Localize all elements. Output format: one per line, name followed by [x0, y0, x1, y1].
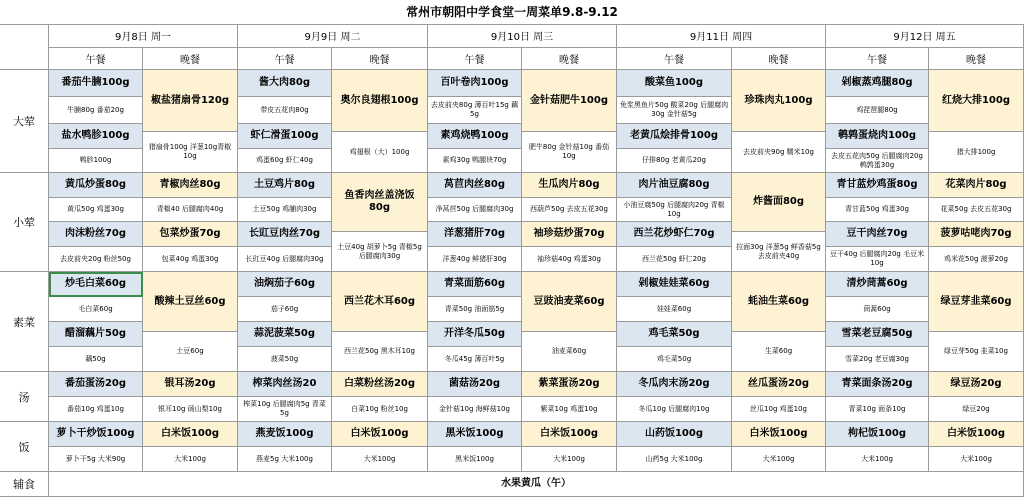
dish-name[interactable]: 菌菇汤20g	[428, 372, 522, 397]
dish-name[interactable]: 洋葱猪肝70g	[428, 222, 522, 247]
dish-ingredients: 绿豆芽50g 韭菜10g	[929, 332, 1024, 372]
dish-ingredients: 大米100g	[332, 447, 428, 472]
dinner-header: 晚餐	[929, 48, 1024, 70]
dish-ingredients: 带皮五花肉80g	[238, 97, 332, 124]
dish-ingredients: 生菜60g	[732, 332, 826, 372]
dish-ingredients: 燕麦5g 大米100g	[238, 447, 332, 472]
dish-ingredients: 藕50g	[49, 347, 143, 372]
category-label: 大荤	[0, 70, 49, 173]
dish-name[interactable]: 豆干肉丝70g	[826, 222, 929, 247]
dish-name[interactable]: 剁椒娃娃菜60g	[617, 272, 732, 297]
dish-ingredients: 鸡米花50g 菠萝20g	[929, 247, 1024, 272]
day-header-2: 9月9日 周二	[238, 24, 428, 48]
dish-name[interactable]: 白米饭100g	[143, 422, 238, 447]
dish-ingredients: 牛腩80g 番茄20g	[49, 97, 143, 124]
dish-ingredients: 土豆50g 鸡脯肉30g	[238, 198, 332, 222]
dish-name[interactable]: 白米饭100g	[929, 422, 1024, 447]
dish-name[interactable]: 炸酱面80g	[732, 173, 826, 232]
dish-name[interactable]: 油焖茄子60g	[238, 272, 332, 297]
dish-name[interactable]: 金针菇肥牛100g	[522, 70, 617, 132]
dish-name[interactable]: 鹌鹑蛋烧肉100g	[826, 124, 929, 149]
dish-ingredients: 去皮前夹90g 糯米10g	[732, 132, 826, 173]
dish-ingredients: 净莴苣50g 后腿腐肉30g	[428, 198, 522, 222]
dish-ingredients: 小油豆腐50g 后腿腐肉20g 青椒10g	[617, 198, 732, 222]
lunch-header: 午餐	[49, 48, 143, 70]
dish-name[interactable]: 土豆鸡片80g	[238, 173, 332, 198]
dish-name[interactable]: 包菜炒蛋70g	[143, 222, 238, 247]
dish-ingredients: 去皮前夹20g 粉丝50g	[49, 247, 143, 272]
dish-ingredients: 大米100g	[732, 447, 826, 472]
dish-ingredients: 鸭胗100g	[49, 149, 143, 173]
dish-name[interactable]: 炒毛白菜60g	[49, 272, 143, 297]
lunch-header: 午餐	[428, 48, 522, 70]
dish-ingredients: 洋葱40g 鲜猪肝30g	[428, 247, 522, 272]
day-header-3: 9月10日 周三	[428, 24, 617, 48]
dish-ingredients: 猪扇骨100g 洋葱10g青椒10g	[143, 132, 238, 173]
dish-name[interactable]: 萝卜干炒饭100g	[49, 422, 143, 447]
category-label: 小荤	[0, 173, 49, 272]
dish-ingredients: 西兰花50g 黑木耳10g	[332, 332, 428, 372]
dinner-header: 晚餐	[332, 48, 428, 70]
dish-name[interactable]: 盐水鸭胗100g	[49, 124, 143, 149]
dish-name[interactable]: 白菜粉丝汤20g	[332, 372, 428, 397]
dish-name[interactable]: 肉沫粉丝70g	[49, 222, 143, 247]
dish-name[interactable]: 菠萝咕咾肉70g	[929, 222, 1024, 247]
dish-ingredients: 土豆60g	[143, 332, 238, 372]
dish-name[interactable]: 豆豉油麦菜60g	[522, 272, 617, 332]
dish-ingredients: 毛白菜60g	[49, 297, 143, 322]
dish-ingredients: 油麦菜60g	[522, 332, 617, 372]
dish-name[interactable]: 素鸡烧鸭100g	[428, 124, 522, 149]
dish-ingredients: 西葫芦50g 去皮五花30g	[522, 198, 617, 222]
dinner-header: 晚餐	[732, 48, 826, 70]
lunch-header: 午餐	[617, 48, 732, 70]
dish-ingredients: 去皮五花肉50g 后腿腐肉20g 鹌鹑蛋30g	[826, 149, 929, 173]
dish-name[interactable]: 青菜面筋60g	[428, 272, 522, 297]
dish-name[interactable]: 鱼香肉丝盖浇饭80g	[332, 173, 428, 232]
dish-name[interactable]: 醋溜藕片50g	[49, 322, 143, 347]
dinner-header: 晚餐	[143, 48, 238, 70]
category-label: 汤	[0, 372, 49, 422]
dish-name[interactable]: 生瓜肉片80g	[522, 173, 617, 198]
day-header-1: 9月8日 周一	[49, 24, 238, 48]
dish-name[interactable]: 紫菜蛋汤20g	[522, 372, 617, 397]
dish-ingredients: 仔排80g 老黄瓜20g	[617, 149, 732, 173]
dish-ingredients: 青菜50g 油面筋5g	[428, 297, 522, 322]
dish-ingredients: 青甘蓝50g 鸡蛋30g	[826, 198, 929, 222]
dish-ingredients: 黑米饭100g	[428, 447, 522, 472]
dish-name[interactable]: 长豇豆肉丝70g	[238, 222, 332, 247]
dish-ingredients: 冬瓜45g 薄百叶5g	[428, 347, 522, 372]
dish-ingredients: 青椒40 后腿腐肉40g	[143, 198, 238, 222]
dish-ingredients: 丝瓜10g 鸡蛋10g	[732, 397, 826, 422]
dinner-header: 晚餐	[522, 48, 617, 70]
dish-name[interactable]: 山药饭100g	[617, 422, 732, 447]
dish-name[interactable]: 袖珍菇炒蛋70g	[522, 222, 617, 247]
dish-ingredients: 菠菜50g	[238, 347, 332, 372]
dish-name[interactable]: 白米饭100g	[332, 422, 428, 447]
dish-name[interactable]: 青菜面条汤20g	[826, 372, 929, 397]
dish-name[interactable]: 花菜肉片80g	[929, 173, 1024, 198]
dish-ingredients: 绿豆20g	[929, 397, 1024, 422]
dish-ingredients: 鸡琵琶腿80g	[826, 97, 929, 124]
dish-name[interactable]: 白米饭100g	[522, 422, 617, 447]
dish-name[interactable]: 蚝油生菜60g	[732, 272, 826, 332]
dish-name[interactable]: 绿豆汤20g	[929, 372, 1024, 397]
dish-name[interactable]: 西兰花炒虾仁70g	[617, 222, 732, 247]
dish-ingredients: 鸡翅根（大）100g	[332, 132, 428, 173]
dish-name[interactable]: 椒盐猪扇骨120g	[143, 70, 238, 132]
dish-ingredients: 金针菇10g 海鲜菇10g	[428, 397, 522, 422]
dish-ingredients: 免浆黑鱼片50g 酸菜20g 后腿腐肉30g 金针菇5g	[617, 97, 732, 124]
dish-ingredients: 袖珍菇40g 鸡蛋30g	[522, 247, 617, 272]
dish-name[interactable]: 莴苣肉丝80g	[428, 173, 522, 198]
dish-ingredients: 萝卜干5g 大米90g	[49, 447, 143, 472]
dish-ingredients: 鸡毛菜50g	[617, 347, 732, 372]
dish-ingredients: 肥牛80g 金针菇10g 番茄10g	[522, 132, 617, 173]
dish-ingredients: 紫菜10g 鸡蛋10g	[522, 397, 617, 422]
corner-cell	[0, 24, 49, 70]
dish-ingredients: 鸡蛋60g 虾仁40g	[238, 149, 332, 173]
dish-name[interactable]: 酸辣土豆丝60g	[143, 272, 238, 332]
dish-ingredients: 大米100g	[143, 447, 238, 472]
day-header-5: 9月12日 周五	[826, 24, 1024, 48]
dish-name[interactable]: 清炒茼蒿60g	[826, 272, 929, 297]
dish-ingredients: 番茄10g 鸡蛋10g	[49, 397, 143, 422]
dish-name[interactable]: 白米饭100g	[732, 422, 826, 447]
dish-name[interactable]: 青甘蓝炒鸡蛋80g	[826, 173, 929, 198]
dish-name[interactable]: 剁椒蒸鸡腿80g	[826, 70, 929, 97]
fruit-cell: 水果黄瓜（午）	[49, 472, 1024, 497]
dish-name[interactable]: 冬瓜肉末汤20g	[617, 372, 732, 397]
dish-ingredients: 冬瓜10g 后腿腐肉10g	[617, 397, 732, 422]
dish-ingredients: 茄子60g	[238, 297, 332, 322]
dish-ingredients: 大米100g	[929, 447, 1024, 472]
dish-name[interactable]: 奥尔良翅根100g	[332, 70, 428, 132]
dish-name[interactable]: 绿豆芽韭菜60g	[929, 272, 1024, 332]
dish-name[interactable]: 燕麦饭100g	[238, 422, 332, 447]
dish-ingredients: 黄瓜50g 鸡蛋30g	[49, 198, 143, 222]
dish-name[interactable]: 银耳汤20g	[143, 372, 238, 397]
day-header-4: 9月11日 周四	[617, 24, 826, 48]
lunch-header: 午餐	[826, 48, 929, 70]
dish-ingredients: 拉面30g 洋葱5g 鲜香菇5g 去皮前夹40g	[732, 232, 826, 272]
category-label: 辅食	[0, 472, 49, 497]
dish-ingredients: 茼蒿60g	[826, 297, 929, 322]
dish-name[interactable]: 黑米饭100g	[428, 422, 522, 447]
dish-ingredients: 大米100g	[522, 447, 617, 472]
dish-name[interactable]: 蒜泥菠菜50g	[238, 322, 332, 347]
dish-ingredients: 素鸡30g 鸭腿块70g	[428, 149, 522, 173]
dish-name[interactable]: 酸菜鱼100g	[617, 70, 732, 97]
dish-ingredients: 山药5g 大米100g	[617, 447, 732, 472]
dish-name[interactable]: 黄瓜炒蛋80g	[49, 173, 143, 198]
dish-name[interactable]: 鸡毛菜50g	[617, 322, 732, 347]
dish-name[interactable]: 榨菜肉丝汤20	[238, 372, 332, 397]
dish-ingredients: 花菜50g 去皮五花30g	[929, 198, 1024, 222]
dish-name[interactable]: 百叶卷肉100g	[428, 70, 522, 97]
category-label: 素菜	[0, 272, 49, 372]
dish-ingredients: 大米100g	[826, 447, 929, 472]
dish-name[interactable]: 开洋冬瓜50g	[428, 322, 522, 347]
dish-ingredients: 青菜10g 面条10g	[826, 397, 929, 422]
dish-name[interactable]: 青椒肉丝80g	[143, 173, 238, 198]
dish-name[interactable]: 丝瓜蛋汤20g	[732, 372, 826, 397]
dish-ingredients: 包菜40g 鸡蛋30g	[143, 247, 238, 272]
page-title: 常州市朝阳中学食堂一周菜单9.8-9.12	[0, 0, 1024, 25]
dish-name[interactable]: 番茄牛腩100g	[49, 70, 143, 97]
dish-ingredients: 银耳10g 砀山梨10g	[143, 397, 238, 422]
dish-name[interactable]: 红烧大排100g	[929, 70, 1024, 132]
dish-ingredients: 榨菜10g 后腿腐肉5g 青菜5g	[238, 397, 332, 422]
dish-name[interactable]: 番茄蛋汤20g	[49, 372, 143, 397]
dish-ingredients: 娃娃菜60g	[617, 297, 732, 322]
lunch-header: 午餐	[238, 48, 332, 70]
dish-ingredients: 猪大排100g	[929, 132, 1024, 173]
category-label: 饭	[0, 422, 49, 472]
dish-ingredients: 土豆40g 胡萝卜5g 青椒5g 后腿腐肉30g	[332, 232, 428, 272]
dish-ingredients: 长豇豆40g 后腿腐肉30g	[238, 247, 332, 272]
dish-name[interactable]: 老黄瓜烩排骨100g	[617, 124, 732, 149]
dish-name[interactable]: 珍珠肉丸100g	[732, 70, 826, 132]
dish-name[interactable]: 肉片油豆腐80g	[617, 173, 732, 198]
dish-name[interactable]: 虾仁滑蛋100g	[238, 124, 332, 149]
dish-ingredients: 豆干40g 后腿腐肉20g 毛豆米10g	[826, 247, 929, 272]
dish-name[interactable]: 西兰花木耳60g	[332, 272, 428, 332]
dish-name[interactable]: 酱大肉80g	[238, 70, 332, 97]
dish-ingredients: 西兰花50g 虾仁20g	[617, 247, 732, 272]
dish-ingredients: 白菜10g 粉丝10g	[332, 397, 428, 422]
dish-ingredients: 雪菜20g 老豆腐30g	[826, 347, 929, 372]
dish-name[interactable]: 雪菜老豆腐50g	[826, 322, 929, 347]
dish-name[interactable]: 枸杞饭100g	[826, 422, 929, 447]
dish-ingredients: 去皮前夹80g 薄百叶15g 藕5g	[428, 97, 522, 124]
